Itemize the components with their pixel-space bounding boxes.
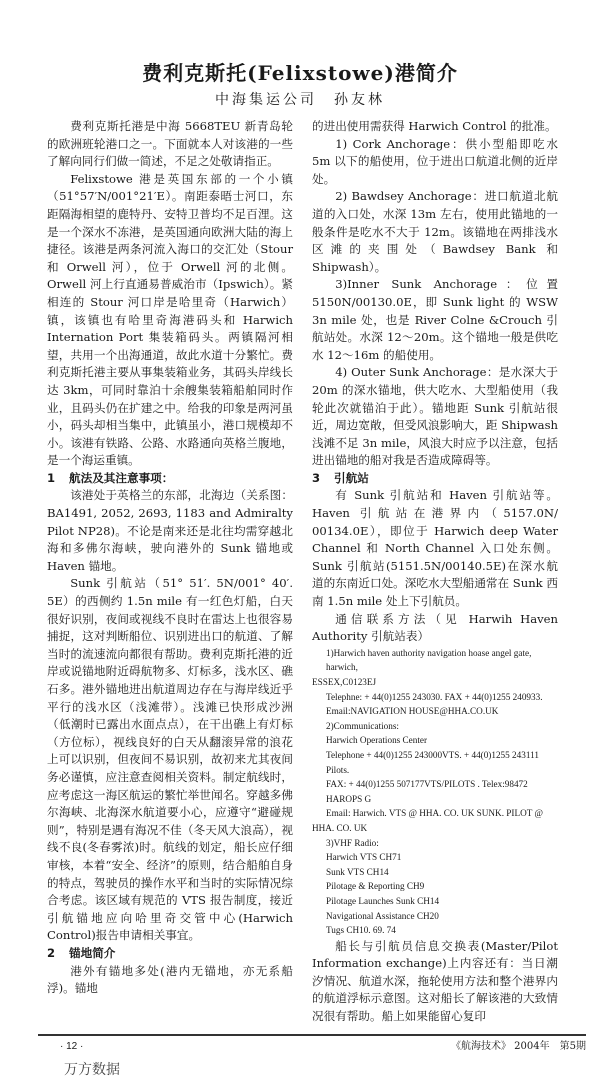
left-column bbox=[47, 118, 305, 998]
paragraph: 4) Outer Sunk Anchorage：是水深大于 20m 的深水锚地，供大吃水、大型船使用（我轮此次就锚泊于此）。锚地距 Sunk 引航站很近，周边宽敞，但受风浪影响大，距 Shipwash 浅滩不足 3n mile，风浪大时应予以注意，包括进出锚地的船对我是否造成障碍等。 bbox=[312, 365, 558, 468]
paragraph: 3)Inner Sunk Anchorage：位置 5150N/00130.0E，即 Sunk light 的 WSW 3n mile 处，也是 River Colne &Crouch 引航站处。水深 12～20m。这个锚地一般是供吃水 12～16m 的船使用。 bbox=[312, 277, 558, 362]
contact-line: Pilotage Launches Sunk CH14 bbox=[326, 895, 440, 906]
contact-line: Email:NAVIGATION HOUSE@HHA.CO.UK bbox=[326, 706, 499, 717]
contact-line: 2)Communications: bbox=[326, 720, 399, 731]
contact-line: FAX: + 44(0)1255 507177VTS/PILOTS . Telex:98472 HAROPS G bbox=[326, 779, 528, 804]
section-heading bbox=[47, 470, 293, 488]
section-heading bbox=[312, 470, 558, 488]
contact-line: Tugs CH10. 69. 74 bbox=[326, 925, 396, 936]
paragraph: 2) Bawdsey Anchorage：进口航道北航道的入口处，水深 13m 左右，使用此锚地的一般条件是吃水不大于 12m。该锚地在两排浅水区滩的夹围处（Bawdsey Bank 和 Shipwash）。 bbox=[312, 189, 558, 274]
contact-line: Telephne: + 44(0)1255 243030. FAX + 44(0)1255 240933. bbox=[326, 691, 543, 702]
section-title: 引航站 bbox=[334, 470, 369, 485]
journal-citation: 《航海技术》 2004年 第5期 bbox=[451, 1040, 586, 1052]
contact-line: 3)VHF Radio: bbox=[326, 837, 379, 848]
contact-line: HHA. CO. UK bbox=[312, 822, 368, 833]
page-number: · 12 · bbox=[60, 1040, 84, 1052]
paragraph: 有 Sunk 引航站和 Haven 引航站等。Haven 引航站在港界内（5157.0N/ 00134.0E），即位于 Harwich deep Water Channel 和 North Channel 入口处东侧。Sunk 引航站(5151.5N/00140.5E)在深水航道的东南近口处。深吃水大型船通常在 Sunk 西南 1.5n mile 处上下引航员。 bbox=[312, 488, 558, 609]
contact-info-block bbox=[312, 646, 558, 938]
contact-line: Harwich Operations Center bbox=[326, 735, 428, 746]
contact-line: 1)Harwich haven authority navigation hoase angel gate, harwich, bbox=[326, 647, 532, 673]
paragraph: 1) Cork Anchorage：供小型船即吃水 5m 以下的船使用，位于进出口航道北侧的近岸处。 bbox=[312, 136, 558, 186]
watermark: 万方数据 bbox=[64, 1061, 120, 1078]
section-title: 锚地简介 bbox=[69, 945, 116, 960]
page-footer bbox=[38, 1034, 586, 1084]
paragraph: 该港处于英格兰的东部，北海边（关系图：BA1491, 2052, 2693, 1183 and Admiralty Pilot NP28)。不论是南来还是北往均需穿越北海和多佛尔海峡，驶向港外的 Sunk 锚地或 Haven 锚地。 bbox=[47, 488, 293, 573]
contact-line: Sunk VTS CH14 bbox=[326, 866, 389, 877]
paragraph: 港外有锚地多处(港内无锚地，亦无系船浮)。锚地 bbox=[47, 963, 293, 996]
article-body bbox=[0, 110, 600, 1026]
right-column bbox=[312, 118, 558, 1026]
contact-line: Telephone + 44(0)1255 243000VTS. + 44(0)1255 243111 Pilots. bbox=[326, 749, 539, 775]
paragraph: Sunk 引航站（51° 51′. 5N/001° 40′. 5E）的西侧约 1.5n mile 有一红色灯船，白天很好识别，夜间或视线不良时在雷达上也很容易捕捉，这对判断船位、识别进出口的航道、了解当时的流速流向都很有帮助。费利克斯托港的近岸或说锚地附近碍航物多、灯标多，浅水区、礁石多。港外锚地进出航道周边存在与海岸线近乎平行的浅水区（浅滩带）。浅滩已快形成沙洲（低潮时已露出水面点点），在干出礁上有灯标（方位标），视线良好的白天从翻滚异常的浪花上可以识别，但夜间不易识别，故初来尤其夜间务必谨慎，应注意查阅相关资料。制定航线时，应考虑这一海区航运的繁忙举世闻名。穿越多佛尔海峡、北海深水航道要小心，应遵守“避碰规则”，特别是遇有海况不佳（冬天风大浪高），视线不良(冬春雾浓)时。航线的划定，船长应仔细审核，本着“安全、经济”的原则，结合船舶自身的特点，驾驶员的操作水平和当时的实际情况综合考虑。该区域有规范的 VTS 报告制度，接近引航锚地应向哈里奇交管中心(Harwich Control)报告申请相关事宜。 bbox=[47, 576, 305, 943]
article-title: 费利克斯托(Felixstowe)港简介 bbox=[142, 61, 458, 85]
section-heading bbox=[47, 945, 293, 963]
contact-line: Harwich VTS CH71 bbox=[326, 852, 402, 863]
contact-line: Email: Harwich. VTS @ HHA. CO. UK SUNK. PILOT @ bbox=[326, 808, 543, 819]
paragraph: 费利克斯托港是中海 5668TEU 新青岛轮的欧洲班轮港口之一。下面就本人对该港的一些了解向同行们做一简述，不足之处敬请指正。 bbox=[47, 119, 293, 169]
paragraph: 通信联系方法（见 Harwih Haven Authority 引航站表） bbox=[312, 611, 558, 644]
contact-line: Navigational Assistance CH20 bbox=[326, 910, 439, 921]
section-number: 1 bbox=[47, 470, 56, 485]
section-title: 航法及其注意事项： bbox=[69, 470, 174, 485]
paragraph: Felixstowe 港是英国东部的一个小镇（51°57′N/001°21′E）。南距泰晤士河口，东距隔海相望的鹿特丹、安特卫普均不足百浬。这是一个深水不冻港，是英国通向欧洲大陆的海上捷径。该港是两条河流入海口的交汇处（Stour 和 Orwell 河），位于 Orwell 河的北侧。Orwell 河上行直通易普威治市（Ipswich）。紧相连的 Stour 河口岸是哈里奇（Harwich）镇，该镇也有哈里奇海港码头和 Harwich Internation Port 集装箱码头。两镇隔河相望，共用一个出海通道，故此水道十分繁忙。费利克斯托港主要从事集装箱业务，其码头岸线长达 3km，可同时靠泊十余艘集装箱船舶同时作业，且码头仍在扩建之中。给我的印象是两河虽小，码头却相当集中，此镇虽小，港口规模却不小。该港有铁路、公路、水路通向英格兰腹地，是一个海运重镇。 bbox=[47, 171, 293, 468]
paragraph: 的进出使用需获得 Harwich Control 的批准。 bbox=[312, 119, 557, 133]
contact-line: ESSEX,C0123EJ bbox=[312, 677, 377, 687]
section-number: 3 bbox=[312, 470, 321, 485]
article-author: 中海集运公司 孙友林 bbox=[215, 92, 385, 108]
paragraph: 船长与引航员信息交换表(Master/Pilot Information exchange)上内容还有：当日潮汐情况、航道水深，拖轮使用方法和整个港界内的航道浮标示意图。这对船长了解该港的大致情况很有帮助。船上如果能留心复印 bbox=[312, 938, 558, 1024]
section-number: 2 bbox=[47, 945, 56, 960]
contact-line: Pilotage & Reporting CH9 bbox=[326, 881, 425, 892]
